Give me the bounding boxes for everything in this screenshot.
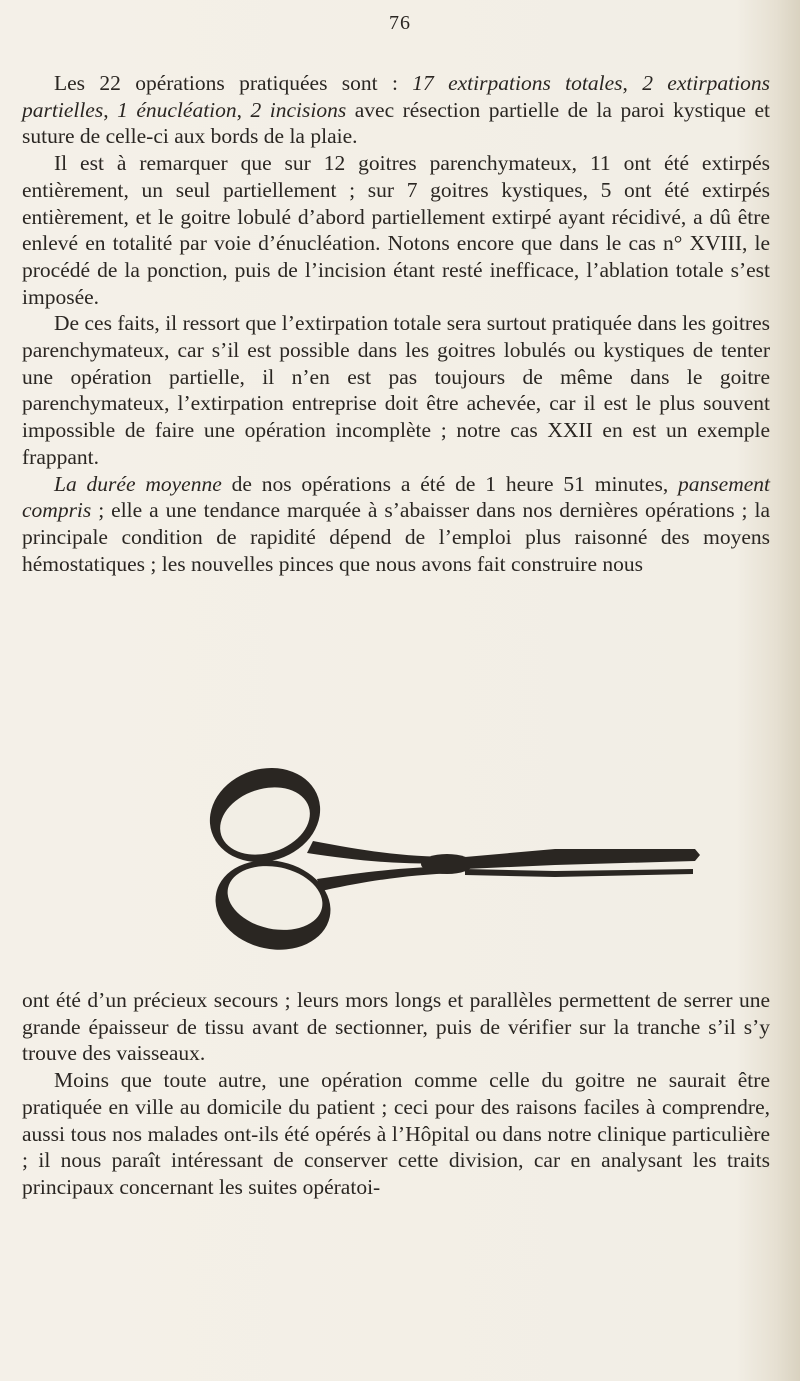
upper-ring-handle bbox=[198, 754, 333, 876]
text-run: , bbox=[103, 97, 118, 122]
italic-text: 1 énucléation bbox=[117, 97, 237, 122]
text-block-top bbox=[22, 70, 770, 577]
italic-text: 2 extirpations partielles bbox=[22, 71, 770, 122]
text-run: De ces faits, il ressort que l’extirpation totale sera surtout pratiquée dans les goitres parenchymateux, car s’il est possible dans les goitres lobulés ou kystiques de tenter une opération partielle, il n’en est pas toujours de même dans le goitre parenchymateux, l’extirpation entreprise doit être achevée, car il est le plus souvent impossible de faire une opération incomplète ; notre cas XXII en est un exemple frappant. bbox=[22, 311, 770, 469]
page-number: 76 bbox=[389, 12, 411, 34]
paragraph bbox=[22, 310, 770, 470]
italic-text: La durée moyenne bbox=[54, 471, 222, 496]
italic-text: 2 incisions bbox=[250, 97, 347, 122]
italic-text: 17 extirpations totales bbox=[412, 71, 623, 95]
italic-text: pansement compris bbox=[22, 471, 770, 523]
paragraph bbox=[22, 70, 770, 150]
text-run: ont été d’un précieux secours ; leurs mors longs et parallèles permettent de serrer une grande épaisseur de tissu avant de sectionner, puis de vérifier sur la tranche s’il s’y trouve des vaisseaux. bbox=[22, 988, 770, 1066]
paragraph bbox=[22, 471, 770, 578]
text-run: , bbox=[236, 97, 251, 122]
paragraph bbox=[22, 150, 770, 310]
text-block-bottom bbox=[22, 987, 770, 1201]
text-run: Moins que toute autre, une opération comme celle du goitre ne saurait être pratiquée en ville au domicile du patient ; ceci pour des raisons faciles à comprendre, aussi tous nos malades ont-ils été opérés à l’Hôpital ou dans notre clinique particulière ; il nous paraît intéressant de conserver cette division, car en analysant les traits principaux concernant les suites opératoi- bbox=[22, 1068, 770, 1199]
text-run: avec résection partielle de la paroi kystique et suture de celle-ci aux bords de la plaie. bbox=[22, 97, 770, 149]
lower-ring-handle bbox=[207, 850, 339, 960]
forceps-illustration bbox=[195, 745, 715, 960]
serrated-jaws bbox=[465, 849, 700, 877]
text-run: Les 22 opérations pratiquées sont : bbox=[54, 71, 413, 95]
text-run: de nos opérations a été de 1 heure 51 minutes, bbox=[221, 471, 679, 496]
paragraph bbox=[22, 987, 770, 1067]
text-run: Il est à remarquer que sur 12 goitres parenchymateux, 11 ont été extirpés entièrement, un seul partiellement ; sur 7 goitres kystiques, 5 ont été extirpés entièrement, et le goitre lobulé d’abord partiellement extirpé ayant récidivé, a dû être enlevé en totalité par voie d’énucléation. Notons encore que dans le cas n° XVIII, le procédé de la ponction, puis de l’incision étant resté inefficace, l’ablation totale s’est imposée. bbox=[22, 151, 770, 309]
text-run: ; elle a une tendance marquée à s’abaisser dans nos dernières opérations ; la principale condition de rapidité dépend de l’emploi plus raisonné des moyens hémostatiques ; les nouvelles pinces que nous avons fait construire nous bbox=[22, 498, 770, 576]
paragraph bbox=[22, 1067, 770, 1201]
text-run: , bbox=[622, 71, 643, 95]
